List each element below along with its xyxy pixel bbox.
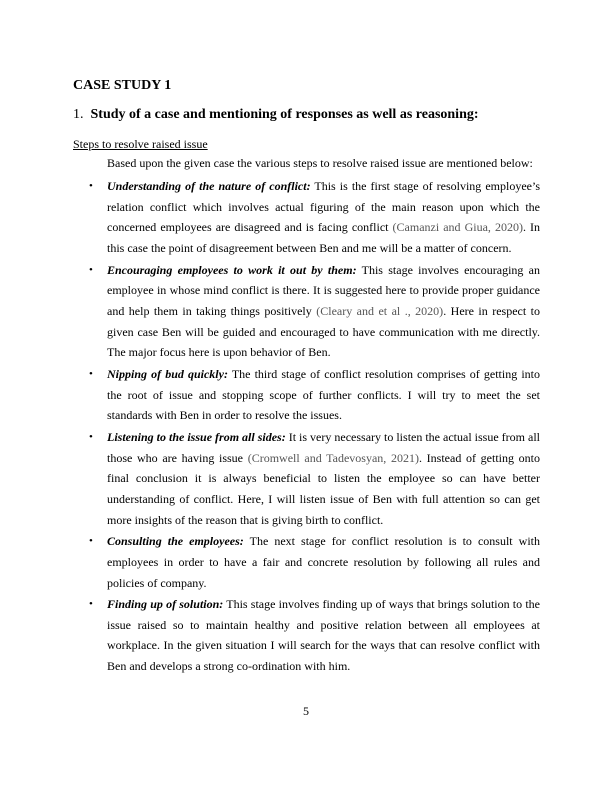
step-item-nipping-bud <box>89 364 540 426</box>
step-text: The next stage for conflict resolution is to consult with employees in order to have a fair and concrete resolution by following all rules and policies of company. <box>107 534 541 590</box>
step-title: Consulting the employees: <box>107 534 244 549</box>
section-heading <box>73 107 479 123</box>
step-text-after: . Instead of getting onto final conclusion it is always beneficial to listen the employee so can have better understanding of conflict. Here, I will listen issue of Ben with full attention so can get more insights of the reason that is giving birth to conflict. <box>107 450 541 527</box>
step-citation: (Cromwell and Tadevosyan, 2021) <box>247 450 419 465</box>
step-title: Nipping of bud quickly: <box>107 366 228 381</box>
step-text: This is the first stage of resolving employee’s relation conflict which involves actual figuring of the main reason upon which the concerned employees are disagreed and is facing conflict <box>107 179 540 235</box>
step-title: Understanding of the nature of conflict: <box>107 179 311 193</box>
steps-list <box>89 176 541 678</box>
step-item-encouraging-employees <box>89 260 541 364</box>
intro-paragraph: Based upon the given case the various steps to resolve raised issue are mentioned below: <box>107 156 533 170</box>
step-item-finding-solution <box>89 594 540 677</box>
step-citation: (Cleary and et al ., 2020) <box>316 304 444 319</box>
step-text: It is very necessary to listen the actual issue from all those who are having issue <box>107 429 540 465</box>
bullet-icon: • <box>89 180 93 192</box>
step-text: The third stage of conflict resolution comprises of getting into the root of issue and stopping scope of further conflicts. I will try to meet the set standards with Ben in order to resolve the issues. <box>107 366 540 423</box>
step-title: Finding up of solution: <box>107 597 224 612</box>
step-text: This stage involves encouraging an employee in whose mind conflict is there. It is suggested here to provide proper guidance and help them in taking things positively <box>107 262 541 319</box>
bullet-icon: • <box>89 263 93 276</box>
case-study-title: CASE STUDY 1 <box>73 78 172 93</box>
bullet-icon: • <box>89 430 93 443</box>
step-citation: (Camanzi and Giua, 2020) <box>392 220 523 235</box>
section-number: 1. <box>73 107 84 122</box>
step-text-after: . In this case the point of disagreement between Ben and me will be a matter of concern. <box>107 220 540 256</box>
step-text-after: . Here in respect to given case Ben will be guided and encouraged to have communication with me directly. The major focus here is upon behavior of Ben. <box>107 304 541 360</box>
page-number: 5 <box>303 704 309 718</box>
section-title: Study of a case and mentioning of responses as well as reasoning: <box>90 107 479 122</box>
bullet-icon: • <box>89 535 93 548</box>
steps-sub-heading: Steps to resolve raised issue <box>73 137 208 151</box>
step-item-consulting-employees <box>89 531 541 593</box>
bullet-icon: • <box>89 598 93 611</box>
step-title: Encouraging employees to work it out by them: <box>107 262 357 277</box>
bullet-icon: • <box>89 367 93 380</box>
step-item-listening-all-sides <box>89 427 541 531</box>
step-text: This stage involves finding up of ways that brings solution to the issue raised so to maintain healthy and positive relation between all employees at workplace. In the given situation I will search for the ways that can resolve conflict with Ben and develops a strong co-ordination with him. <box>107 597 540 674</box>
step-title: Listening to the issue from all sides: <box>107 429 286 444</box>
step-item-understanding-conflict <box>89 176 540 259</box>
